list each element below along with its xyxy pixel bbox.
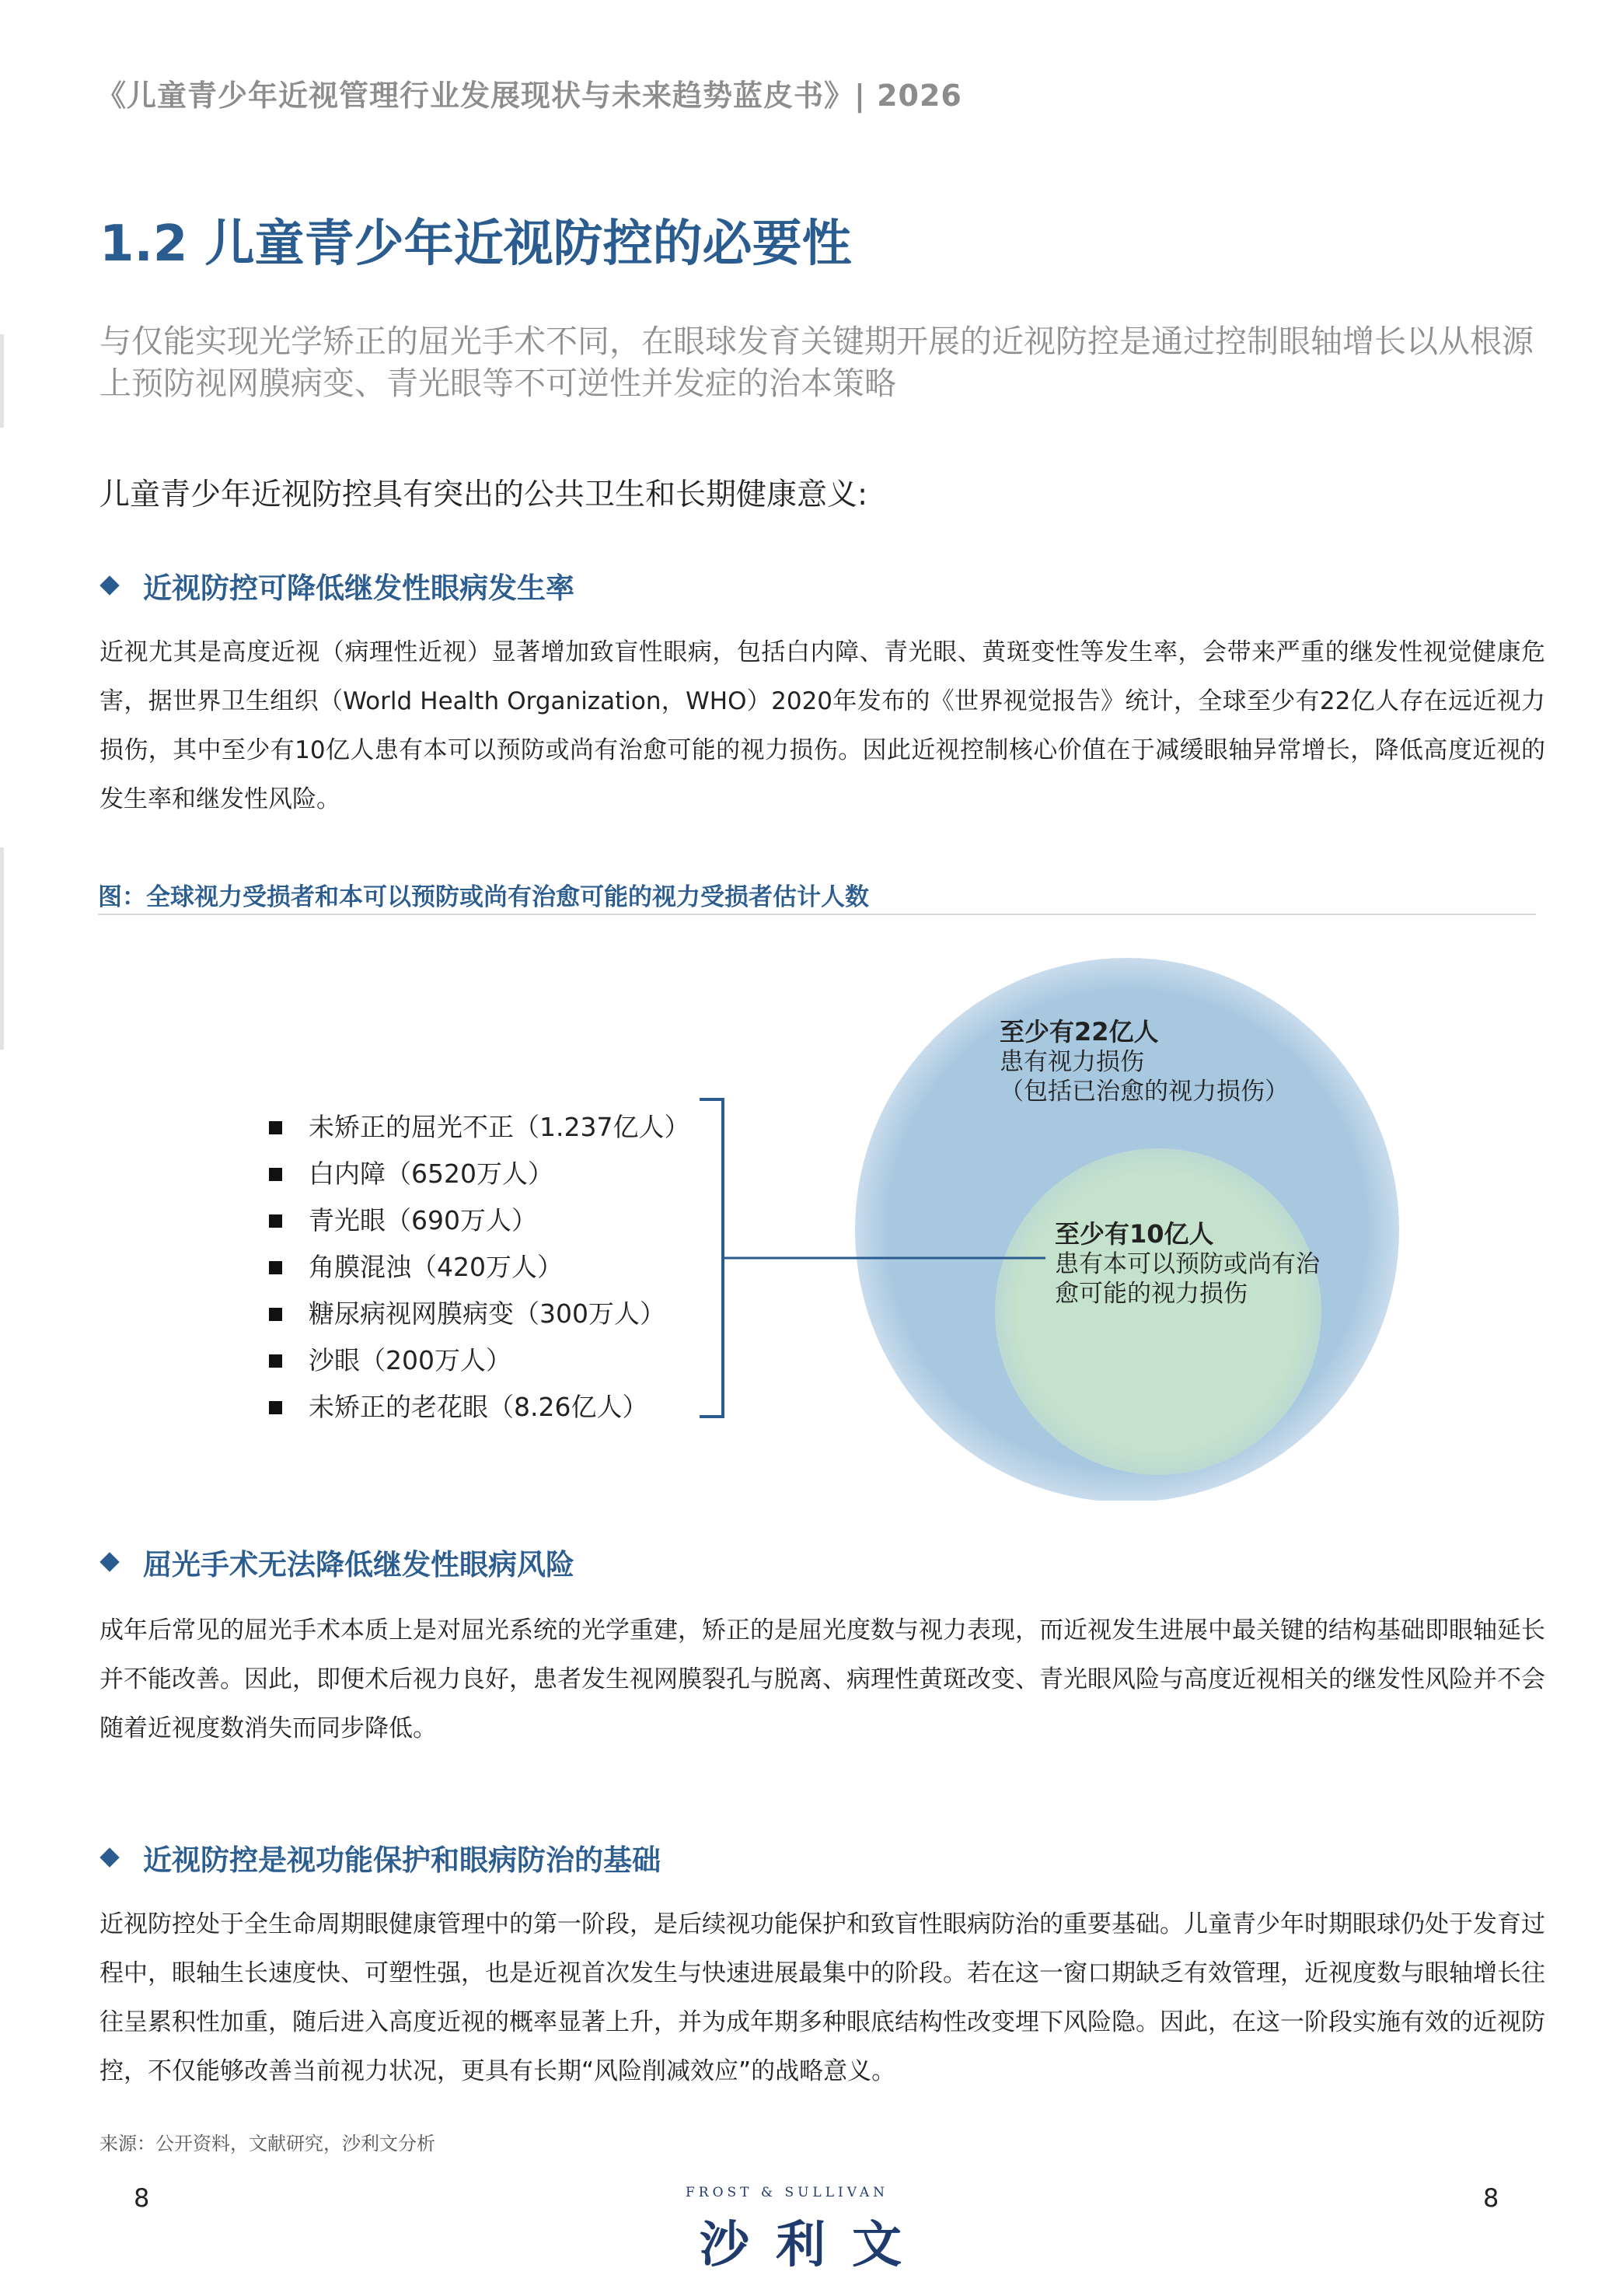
page-number-right: 8: [1483, 2183, 1499, 2213]
point-body: 近视尤其是高度近视（病理性近视）显著增加致盲性眼病，包括白内障、青光眼、黄斑变性等发生率，会带来严重的继发性视觉健康危害，据世界卫生组织（World Health Organization，WHO）2020年发布的《世界视觉报告》统计，全球至少有22亿人存在远近视力损伤，其中至少有10亿人患有本可以预防或尚有治愈可能的视力损伤。因此近视控制核心价值在于减缓眼轴异常增长，降低高度近视的发生率和继发性风险。: [99, 638, 1545, 813]
point-heading: [103, 1836, 661, 1878]
outer-circle-label: 至少有22亿人 患有视力损伤 （包括已治愈的视力损伤）: [1000, 1017, 1289, 1106]
list-item: 白内障（6520万人）: [269, 1151, 689, 1197]
list-item: 青光眼（690万人）: [269, 1197, 689, 1244]
diamond-bullet-icon: [99, 575, 119, 595]
figure-diagram: [0, 925, 1616, 1501]
diamond-bullet-icon: [99, 1552, 119, 1571]
diamond-bullet-icon: [99, 1847, 119, 1867]
report-header-title: 《儿童青少年近视管理行业发展现状与未来趋势蓝皮书》| 2026: [96, 79, 962, 113]
section-lead: 与仅能实现光学矫正的屈光手术不同，在眼球发育关键期开展的近视防控是通过控制眼轴增长以从根源上预防视网膜病变、青光眼等不可逆性并发症的治本策略: [99, 323, 1534, 402]
point-heading: [103, 564, 574, 606]
point-heading-text: 近视防控是视功能保护和眼病防治的基础: [143, 1843, 661, 1877]
section-intro: 儿童青少年近视防控具有突出的公共卫生和长期健康意义:: [99, 477, 868, 512]
figure-title: 图：全球视力受损者和本可以预防或尚有治愈可能的视力受损者估计人数: [98, 883, 869, 911]
source-note: 来源：公开资料，文献研究，沙利文分析: [99, 2133, 435, 2154]
logo-wordmark: FROST & SULLIVAN: [686, 2185, 888, 2200]
figure-divider: [98, 914, 1536, 915]
list-item: 沙眼（200万人）: [269, 1337, 689, 1384]
point-heading-text: 屈光手术无法降低继发性眼病风险: [143, 1548, 574, 1581]
point-heading-text: 近视防控可降低继发性眼病发生率: [143, 571, 574, 605]
point-body: 成年后常见的屈光手术本质上是对屈光系统的光学重建，矫正的是屈光度数与视力表现，而近视发生进展中最关键的结构基础即眼轴延长并不能改善。因此，即便术后视力良好，患者发生视网膜裂孔与脱离、病理性黄斑改变、青光眼风险与高度近视相关的继发性风险并不会随着近视度数消失而同步降低。: [99, 1616, 1545, 1742]
page-number-left: 8: [134, 2183, 150, 2213]
point-body: 近视防控处于全生命周期眼健康管理中的第一阶段，是后续视功能保护和致盲性眼病防治的重要基础。儿童青少年时期眼球仍处于发育过程中，眼轴生长速度快、可塑性强，也是近视首次发生与快速进展最集中的阶段。若在这一窗口期缺乏有效管理，近视度数与眼轴增长往往呈累积性加重，随后进入高度近视的概率显著上升，并为成年期多种眼底结构性改变埋下风险隐。因此，在这一阶段实施有效的近视防控，不仅能够改善当前视力状况，更具有长期“风险削减效应”的战略意义。: [99, 1910, 1545, 2085]
margin-mark: [0, 334, 4, 428]
list-bracket: [700, 1099, 723, 1417]
list-item: 角膜混浊（420万人）: [269, 1244, 689, 1291]
list-item: 未矫正的老花眼（8.26亿人）: [269, 1384, 689, 1431]
list-item: 未矫正的屈光不正（1.237亿人）: [269, 1104, 689, 1151]
logo-chinese: 沙利文: [700, 2217, 928, 2274]
inner-circle-label: 至少有10亿人 患有本可以预防或尚有治 愈可能的视力损伤: [1055, 1219, 1320, 1308]
inner-circle: [995, 1148, 1321, 1475]
section-title: 1.2 儿童青少年近视防控的必要性: [99, 215, 852, 273]
point-heading: [103, 1541, 574, 1583]
list-item: 糖尿病视网膜病变（300万人）: [269, 1291, 689, 1337]
